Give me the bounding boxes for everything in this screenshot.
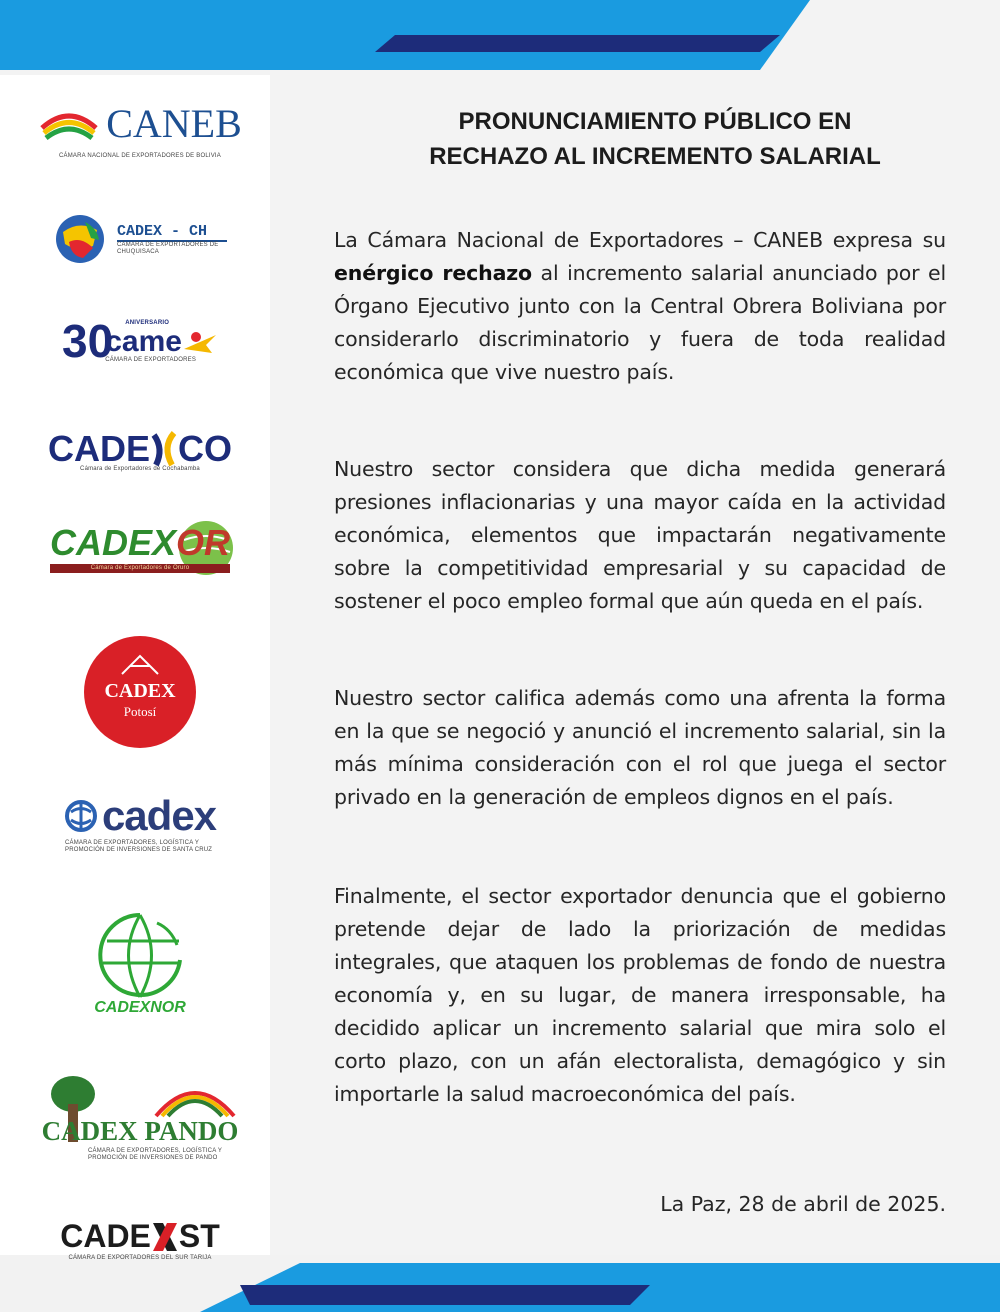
cadexco-name-start: CADE	[47, 428, 150, 469]
cadex-pando-logo	[20, 1070, 260, 1165]
cadex-sc-logo	[20, 792, 260, 854]
paragraph-4: Finalmente, el sector exportador denuncia que el gobierno pretende dejar de lado la priorización de medidas integrales, que ataquen los problemas de fondo de nuestra economía y, en su lugar, de manera irresponsable, ha decidido aplicar un incremento salarial que mira solo el corto plazo, con un afán electoralista, demagógico y sin importarle la salud macroeconómica del país.	[334, 884, 946, 1106]
cadexst-x-icon	[151, 1221, 179, 1253]
cadex-potosi-house-icon	[120, 652, 160, 678]
cadexco-logo	[20, 428, 260, 473]
cadex-ch-globe-icon	[53, 212, 107, 266]
cadexst-subtitle: CÁMARA DE EXPORTADORES DEL SUR TARIJA	[68, 1255, 212, 1261]
came-anniversary: ANIVERSARIO	[125, 320, 170, 326]
cadexnor-globe-icon	[85, 905, 195, 1005]
came-star-icon	[182, 329, 218, 355]
cadexst-name-end: ST	[178, 1218, 220, 1254]
cadex-pando-name: CADEX PANDO	[41, 1116, 239, 1146]
cadex-ch-logo	[20, 212, 260, 266]
cadex-ch-subtitle: CÁMARA DE EXPORTADORES DE CHUQUISACA	[117, 241, 219, 255]
cadex-sc-name: cadex	[101, 792, 217, 839]
statement-date: La Paz, 28 de abril de 2025.	[660, 1192, 946, 1216]
cadexor-name-start: CADEX	[49, 522, 177, 563]
paragraph-1-text-a: La Cámara Nacional de Exportadores – CANEB expresa su	[334, 228, 946, 252]
cadexco-name-end: CO	[178, 428, 232, 469]
statement-title-line1: PRONUNCIAMIENTO PÚBLICO EN	[458, 108, 852, 135]
cadexor-logo	[20, 522, 260, 573]
cadex-ch-name: CADEX - CH	[117, 223, 227, 242]
top-decorative-band	[0, 0, 1000, 75]
bottom-decorative-band	[0, 1255, 1000, 1312]
came-name: came	[105, 325, 182, 358]
cadexco-subtitle: Cámara de Exportadores de Cochabamba	[80, 466, 200, 472]
cadexor-name-end: OR	[176, 522, 231, 563]
caneb-arc-icon	[38, 104, 100, 144]
cadex-potosi-name: CADEX	[104, 680, 176, 702]
paragraph-1-text-b: al incremento salarial anunciado por el Órgano Ejecutivo junto con la Central Obrera Boliviana por considerarlo discriminatorio y fuera de toda realidad económica que vive nuestro país.	[334, 261, 947, 384]
cadex-pando-subtitle: CÁMARA DE EXPORTADORES, LOGÍSTICA Y PROMOCIÓN DE INVERSIONES DE PANDO	[88, 1148, 222, 1161]
paragraph-1-bold: enérgico rechazo	[334, 261, 532, 285]
cadexnor-name: CADEXNOR	[94, 999, 186, 1016]
caneb-logo	[20, 100, 260, 160]
cadexst-logo	[20, 1218, 260, 1262]
paragraph-3: Nuestro sector califica además como una afrenta la forma en la que se negoció y anunció el incremento salarial, sin la más mínima consideración con el rol que juega el sector privado en la generación de empleos dignos en el país.	[334, 686, 946, 809]
paragraph-2: Nuestro sector considera que dicha medida generará presiones inflacionarias y una mayor caída en la actividad económica, elementos que impactarán negativamente sobre la competitividad empresarial y su capacidad de sostener el poco empleo formal que aún queda en el país.	[334, 457, 946, 613]
statement-title-line2: RECHAZO AL INCREMENTO SALARIAL	[429, 143, 881, 170]
cadexor-subtitle: Cámara de Exportadores de Oruro	[50, 564, 230, 573]
came-number: 30	[62, 315, 114, 367]
caneb-name: CANEB	[106, 101, 242, 146]
came-logo	[20, 315, 260, 367]
cadex-pando-arcs-icon	[150, 1070, 240, 1120]
cadex-sc-globe-icon	[64, 799, 98, 833]
cadex-sc-subtitle: CÁMARA DE EXPORTADORES, LOGÍSTICA Y PROMOCIÓN DE INVERSIONES DE SANTA CRUZ	[65, 840, 213, 853]
cadexst-name-start: CADE	[60, 1218, 151, 1254]
cadex-potosi-logo	[20, 636, 260, 748]
cadexnor-logo	[20, 905, 260, 1017]
came-subtitle: CÁMARA DE EXPORTADORES	[105, 357, 197, 363]
caneb-subtitle: CÁMARA NACIONAL DE EXPORTADORES DE BOLIVIA	[59, 153, 221, 159]
paragraph-1	[334, 224, 946, 389]
statement-title	[340, 104, 970, 174]
cadexco-x-icon	[150, 429, 178, 469]
cadex-potosi-subtitle: Potosí	[123, 704, 157, 719]
